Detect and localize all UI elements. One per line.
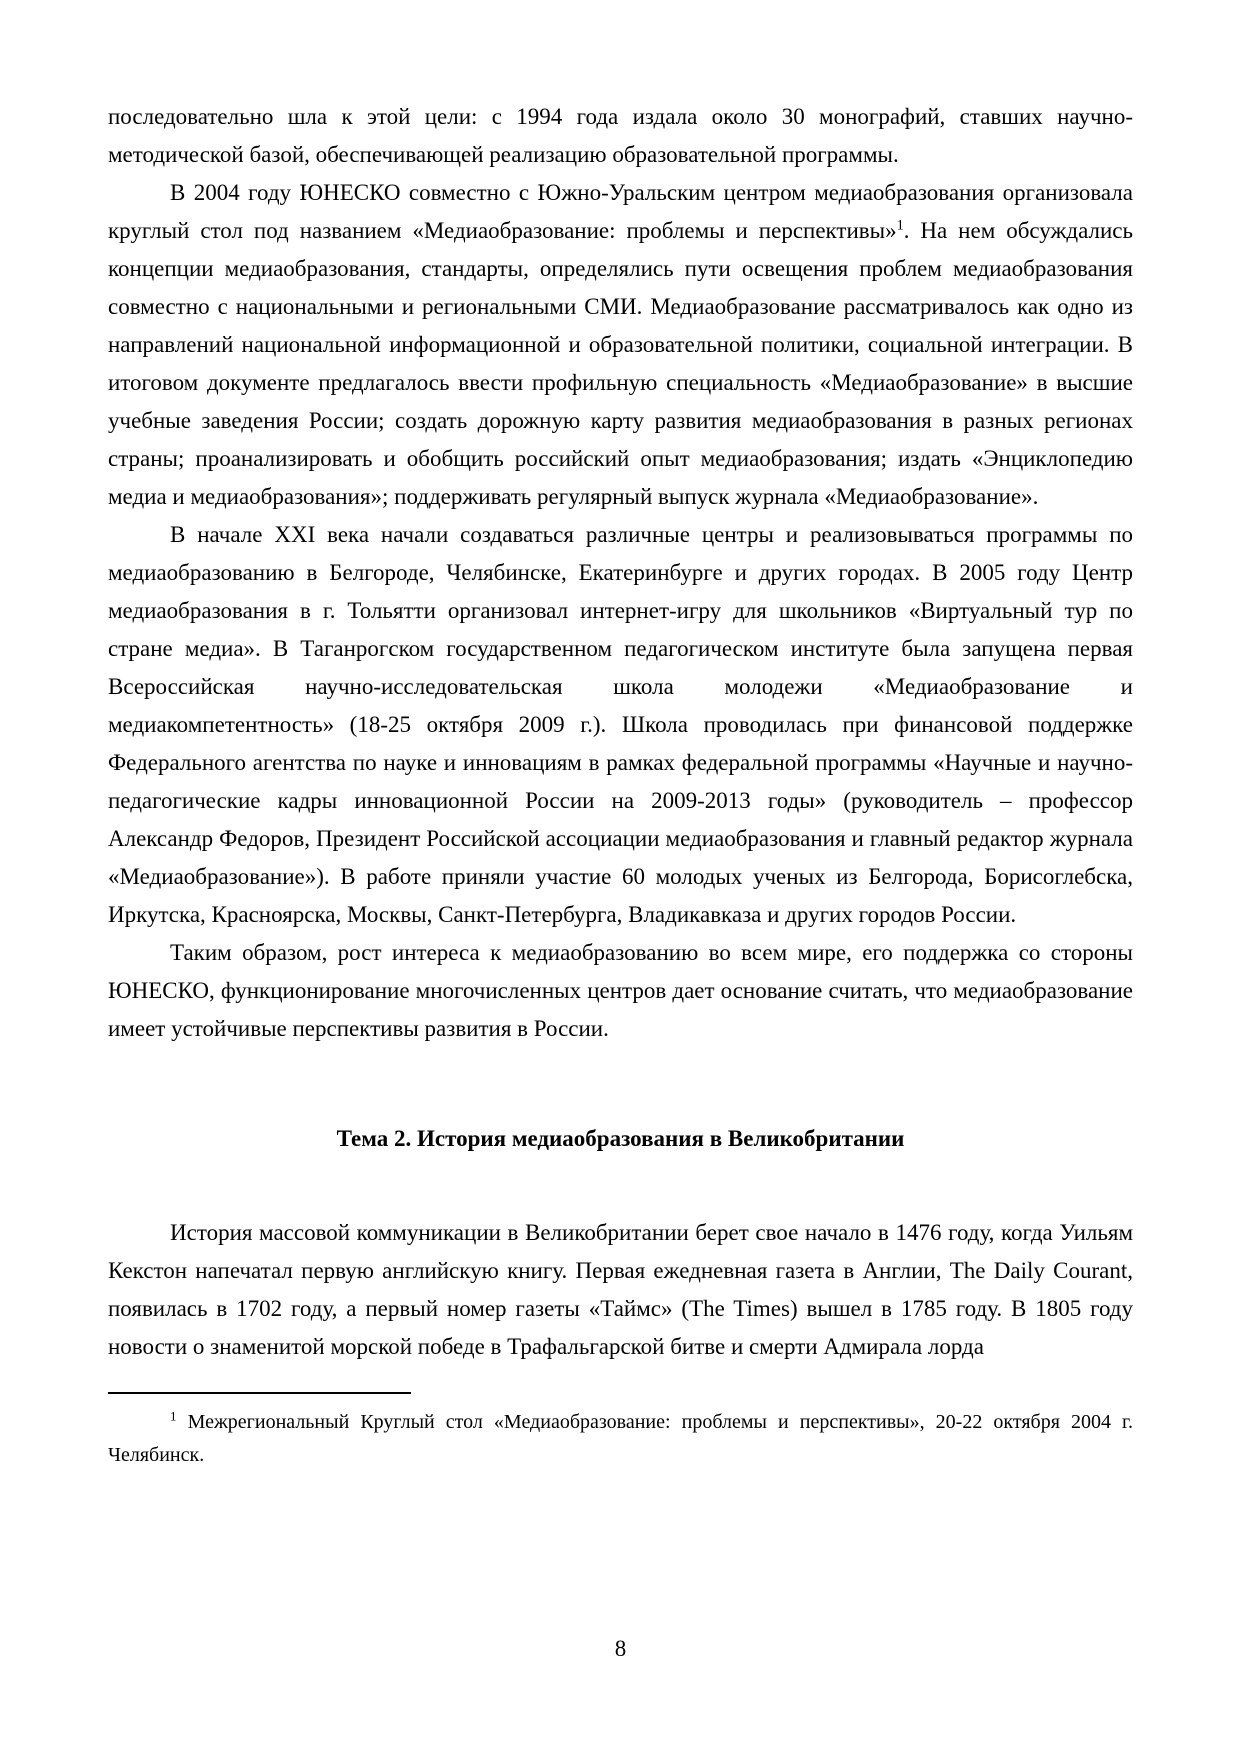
body-paragraph bbox=[108, 174, 1133, 516]
paragraph-text: . На нем обсуждались концепции медиаобразования, стандарты, определялись пути освещения проблем медиаобразования совместно с национальными и региональными СМИ. Медиаобразование рассматривалось как одно из направлений национальной информационной и образовательной политики, социальной интеграции. В итоговом документе предлагалось ввести профильную специальность «Медиаобразование» в высшие учебные заведения России; создать дорожную карту развития медиаобразования в разных регионах страны; проанализировать и обобщить российский опыт медиаобразования; издать «Энциклопедию медиа и медиаобразования»; поддерживать регулярный выпуск журнала «Медиаобразование». bbox=[108, 218, 1133, 509]
footnote bbox=[108, 1392, 1133, 1472]
body-paragraph: последовательно шла к этой цели: с 1994 года издала около 30 монографий, ставших научно-методической базой, обеспечивающей реализацию образовательной программы. bbox=[108, 104, 1133, 167]
footnote-text bbox=[108, 1406, 1133, 1472]
body-paragraph: История массовой коммуникации в Великобритании берет свое начало в 1476 году, когда Уильям Кекстон напечатал первую английскую книгу. Первая ежедневная газета в Англии, The Daily Courant, появилась в 1702 году, а первый номер газеты «Таймс» (The Times) вышел в 1785 году. В 1805 году новости о знаменитой морской победе в Трафальгарской битве и смерти Адмирала лорда bbox=[108, 1220, 1133, 1359]
footnote-reference: 1 bbox=[896, 217, 904, 234]
body-paragraph: Таким образом, рост интереса к медиаобразованию во всем мире, его поддержка со стороны ЮНЕСКО, функционирование многочисленных центров дает основание считать, что медиаобразование имеет устойчивые перспективы развития в России. bbox=[108, 940, 1133, 1041]
footnote-body: Межрегиональный Круглый стол «Медиаобразование: проблемы и перспективы», 20-22 октября 2004 г. Челябинск. bbox=[108, 1411, 1133, 1466]
footnote-separator bbox=[108, 1392, 411, 1394]
page-number: 8 bbox=[614, 1636, 627, 1661]
paragraph-text: В 2004 году ЮНЕСКО совместно с Южно-Уральским центром медиаобразования организовала круглый стол под названием «Медиаобразование: проблемы и перспективы» bbox=[108, 180, 1133, 243]
body-paragraph: В начале XXI века начали создаваться различные центры и реализовываться программы по медиаобразованию в Белгороде, Челябинске, Екатеринбурге и других городах. В 2005 году Центр медиаобразования в г. Тольятти организовал интернет-игру для школьников «Виртуальный тур по стране медиа». В Таганрогском государственном педагогическом институте была запущена первая Всероссийская научно-исследовательская школа молодежи «Медиаобразование и медиакомпетентность» (18-25 октября 2009 г.). Школа проводилась при финансовой поддержке Федерального агентства по науке и инновациям в рамках федеральной программы «Научные и научно-педагогические кадры инновационной России на 2009-2013 годы» (руководитель – профессор Александр Федоров, Президент Российской ассоциации медиаобразования и главный редактор журнала «Медиаобразование»). В работе приняли участие 60 молодых ученых из Белгорода, Борисоглебска, Иркутска, Красноярска, Москвы, Санкт-Петербурга, Владикавказа и других городов России. bbox=[108, 522, 1133, 927]
footnote-marker: 1 bbox=[170, 1408, 177, 1424]
section-heading: Тема 2. История медиаобразования в Великобритании bbox=[336, 1126, 905, 1151]
